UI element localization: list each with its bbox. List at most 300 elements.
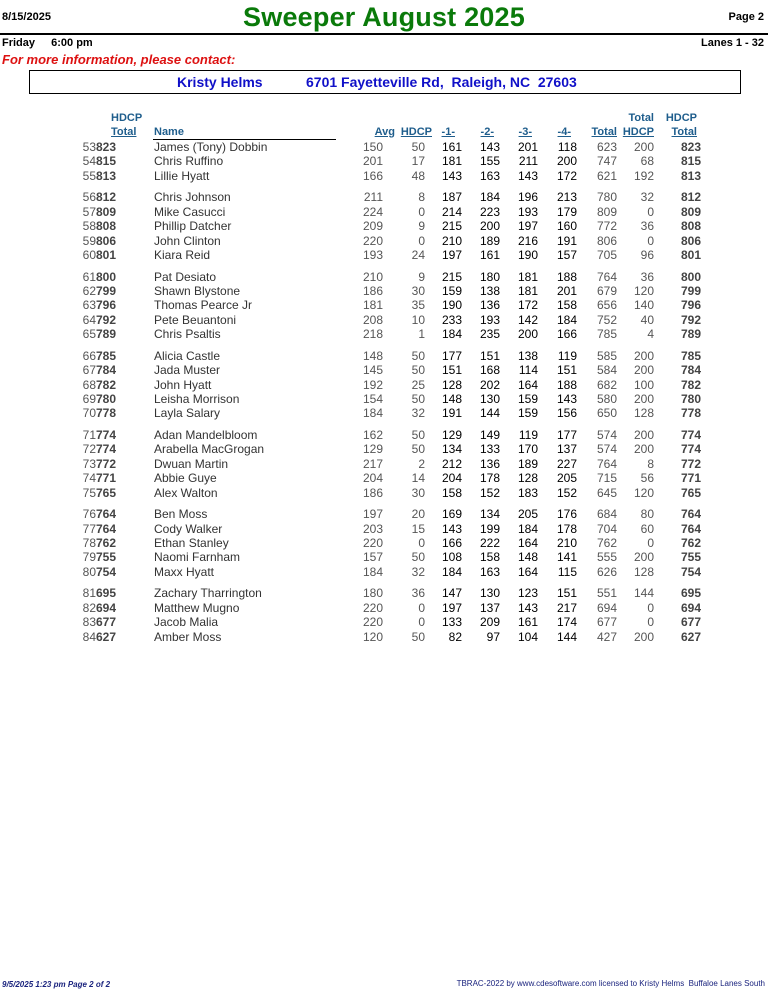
row-game-1: 134 — [441, 442, 462, 456]
session-time: 6:00 pm — [51, 37, 93, 49]
row-game-1: 166 — [441, 536, 462, 550]
row-game-1: 204 — [441, 471, 462, 485]
row-game-3: 148 — [517, 550, 538, 564]
row-game-1: 151 — [441, 363, 462, 377]
row-number: 69 — [82, 392, 96, 406]
row-game-2: 136 — [479, 298, 500, 312]
row-game-2: 137 — [479, 601, 500, 615]
row-hdcp-total-final: 792 — [680, 313, 701, 327]
row-game-3: 159 — [517, 406, 538, 420]
row-game-1: 161 — [441, 140, 462, 154]
row-total-hdcp: 128 — [633, 565, 654, 579]
bowler-name: Thomas Pearce Jr — [154, 298, 253, 312]
row-total-hdcp: 200 — [633, 550, 654, 564]
report-date: 8/15/2025 — [2, 11, 51, 23]
bowler-name: Cody Walker — [154, 522, 223, 536]
row-hdcp-total: 755 — [95, 550, 116, 564]
row-total: 764 — [596, 457, 617, 471]
table-row — [0, 190, 768, 204]
row-total-hdcp: 40 — [640, 313, 654, 327]
row-game-3: 114 — [518, 363, 538, 377]
row-hdcp-total-final: 755 — [680, 550, 701, 564]
row-game-4: 227 — [556, 457, 577, 471]
row-game-2: 209 — [479, 615, 500, 629]
row-hdcp: 30 — [411, 284, 425, 298]
row-hdcp: 30 — [411, 486, 425, 500]
row-hdcp-total: 772 — [95, 457, 116, 471]
row-number: 68 — [82, 378, 96, 392]
row-total-hdcp: 200 — [633, 392, 654, 406]
table-row — [0, 313, 768, 327]
table-row — [0, 349, 768, 363]
row-avg: 186 — [362, 284, 383, 298]
row-avg: 218 — [362, 327, 383, 341]
row-hdcp-total-final: 815 — [680, 154, 701, 168]
row-total-hdcp: 32 — [640, 190, 654, 204]
row-hdcp-total: 754 — [95, 565, 116, 579]
row-hdcp-total: 774 — [95, 442, 116, 456]
table-row — [0, 392, 768, 406]
row-game-3: 216 — [517, 234, 538, 248]
row-avg: 154 — [362, 392, 383, 406]
row-number: 78 — [82, 536, 96, 550]
row-game-3: 193 — [517, 205, 538, 219]
row-hdcp: 50 — [411, 550, 425, 564]
bowler-name: Naomi Farnham — [154, 550, 241, 564]
col-game-3: -3- — [518, 126, 532, 138]
row-hdcp: 24 — [411, 248, 425, 262]
contact-prompt: For more information, please contact: — [2, 52, 236, 67]
col-avg: Avg — [374, 126, 395, 138]
row-number: 75 — [82, 486, 96, 500]
row-avg: 148 — [362, 349, 383, 363]
row-game-4: 200 — [556, 154, 577, 168]
row-game-3: 143 — [517, 169, 538, 183]
row-avg: 180 — [362, 586, 383, 600]
row-total: 551 — [596, 586, 617, 600]
col-total-hdcp-top: Total — [628, 112, 654, 124]
table-row — [0, 428, 768, 442]
table-row — [0, 486, 768, 500]
row-game-2: 163 — [479, 169, 500, 183]
row-hdcp-total-final: 762 — [680, 536, 701, 550]
row-game-3: 104 — [517, 630, 538, 644]
row-total: 747 — [596, 154, 617, 168]
row-game-2: 178 — [479, 471, 500, 485]
row-avg: 220 — [362, 234, 383, 248]
row-hdcp-total-final: 785 — [680, 349, 701, 363]
row-hdcp: 9 — [418, 270, 425, 284]
row-game-4: 151 — [556, 586, 577, 600]
bowler-name: Arabella MacGrogan — [154, 442, 265, 456]
row-game-4: 118 — [557, 140, 577, 154]
bowler-name: Ethan Stanley — [154, 536, 229, 550]
bowler-name: Shawn Blystone — [154, 284, 241, 298]
row-hdcp-total-final: 764 — [680, 522, 701, 536]
row-hdcp: 50 — [411, 392, 425, 406]
row-hdcp-total: 765 — [95, 486, 116, 500]
row-game-4: 184 — [556, 313, 577, 327]
row-game-2: 152 — [479, 486, 500, 500]
row-game-3: 183 — [517, 486, 538, 500]
row-game-4: 201 — [556, 284, 577, 298]
row-number: 70 — [82, 406, 96, 420]
row-hdcp: 0 — [418, 615, 425, 629]
row-hdcp-total: 813 — [95, 169, 116, 183]
row-game-3: 211 — [518, 154, 538, 168]
row-game-3: 189 — [517, 457, 538, 471]
contact-address: 6701 Fayetteville Rd, Raleigh, NC 27603 — [306, 74, 577, 90]
row-hdcp: 50 — [411, 630, 425, 644]
row-number: 79 — [82, 550, 96, 564]
table-row — [0, 471, 768, 485]
row-avg: 162 — [362, 428, 383, 442]
row-hdcp-total-final: 813 — [680, 169, 701, 183]
col-hdcp-total-top: HDCP — [111, 112, 143, 124]
row-total-hdcp: 140 — [633, 298, 654, 312]
row-game-2: 143 — [479, 140, 500, 154]
row-avg: 150 — [362, 140, 383, 154]
row-game-1: 143 — [441, 522, 462, 536]
row-number: 61 — [82, 270, 96, 284]
row-game-4: 174 — [556, 615, 577, 629]
row-hdcp: 0 — [418, 205, 425, 219]
row-game-4: 179 — [556, 205, 577, 219]
row-hdcp: 8 — [418, 190, 425, 204]
row-game-2: 184 — [479, 190, 500, 204]
row-game-1: 169 — [441, 507, 462, 521]
bowler-name: Lillie Hyatt — [154, 169, 210, 183]
row-hdcp-total-final: 765 — [680, 486, 701, 500]
row-hdcp-total: 778 — [95, 406, 116, 420]
row-hdcp: 36 — [411, 586, 425, 600]
row-game-4: 115 — [557, 565, 577, 579]
footer-license: TBRAC-2022 by www.cdesoftware.com licensed to Kristy Helms Buffaloe Lanes South — [456, 979, 765, 988]
row-avg: 157 — [362, 550, 383, 564]
row-game-1: 233 — [441, 313, 462, 327]
row-number: 63 — [82, 298, 96, 312]
row-total: 704 — [596, 522, 617, 536]
row-hdcp-total: 782 — [95, 378, 116, 392]
row-total: 645 — [596, 486, 617, 500]
bowler-name: Dwuan Martin — [154, 457, 229, 471]
row-game-2: 189 — [479, 234, 500, 248]
row-number: 65 — [82, 327, 96, 341]
table-row — [0, 205, 768, 219]
row-avg: 204 — [362, 471, 383, 485]
row-game-3: 164 — [517, 536, 538, 550]
row-game-3: 143 — [517, 601, 538, 615]
row-game-1: 190 — [441, 298, 462, 312]
row-hdcp-total: 771 — [95, 471, 116, 485]
row-total-hdcp: 4 — [647, 327, 654, 341]
row-total-hdcp: 200 — [633, 363, 654, 377]
row-avg: 224 — [362, 205, 383, 219]
row-hdcp-total-final: 808 — [680, 219, 701, 233]
row-number: 81 — [82, 586, 96, 600]
row-hdcp-total-final: 754 — [680, 565, 701, 579]
row-avg: 186 — [362, 486, 383, 500]
row-number: 76 — [82, 507, 96, 521]
row-total: 772 — [596, 219, 617, 233]
row-game-3: 197 — [517, 219, 538, 233]
row-game-1: 215 — [441, 219, 462, 233]
row-hdcp-total-final: 800 — [680, 270, 701, 284]
row-hdcp-total: 627 — [95, 630, 116, 644]
row-avg: 201 — [362, 154, 383, 168]
row-total-hdcp: 200 — [633, 140, 654, 154]
col-game-2: -2- — [480, 126, 494, 138]
row-total: 806 — [596, 234, 617, 248]
row-game-3: 200 — [517, 327, 538, 341]
row-total-hdcp: 200 — [633, 349, 654, 363]
col-total-hdcp-bottom: HDCP — [622, 126, 654, 138]
row-game-3: 170 — [517, 442, 538, 456]
row-game-4: 160 — [556, 219, 577, 233]
page-number: Page 2 — [728, 11, 764, 23]
row-avg: 129 — [362, 442, 383, 456]
row-game-1: 82 — [448, 630, 462, 644]
row-total-hdcp: 120 — [633, 486, 654, 500]
row-hdcp-total: 815 — [95, 154, 116, 168]
row-number: 53 — [82, 140, 96, 154]
row-game-3: 205 — [517, 507, 538, 521]
row-avg: 220 — [362, 615, 383, 629]
row-number: 83 — [82, 615, 96, 629]
row-number: 57 — [82, 205, 96, 219]
row-game-4: 143 — [556, 392, 577, 406]
row-hdcp-total-final: 677 — [680, 615, 701, 629]
row-avg: 192 — [362, 378, 383, 392]
col-name: Name — [154, 126, 184, 138]
row-total: 682 — [596, 378, 617, 392]
row-total-hdcp: 0 — [647, 615, 654, 629]
row-hdcp-total: 789 — [95, 327, 116, 341]
row-number: 60 — [82, 248, 96, 262]
row-game-2: 235 — [479, 327, 500, 341]
row-total-hdcp: 8 — [647, 457, 654, 471]
row-game-4: 158 — [556, 298, 577, 312]
row-game-4: 172 — [556, 169, 577, 183]
header-divider — [0, 33, 768, 35]
row-avg: 220 — [362, 601, 383, 615]
bowler-name: James (Tony) Dobbin — [154, 140, 268, 154]
row-total: 574 — [596, 442, 617, 456]
row-hdcp-total-final: 799 — [680, 284, 701, 298]
col-game-1: -1- — [441, 126, 455, 138]
row-hdcp-total-final: 695 — [680, 586, 701, 600]
row-avg: 209 — [362, 219, 383, 233]
row-game-1: 159 — [441, 284, 462, 298]
row-hdcp: 50 — [411, 363, 425, 377]
table-row — [0, 442, 768, 456]
row-game-1: 181 — [441, 154, 462, 168]
bowler-name: John Hyatt — [154, 378, 212, 392]
row-hdcp-total: 809 — [95, 205, 116, 219]
row-hdcp-total-final: 796 — [680, 298, 701, 312]
row-hdcp-total-final: 780 — [680, 392, 701, 406]
row-game-4: 151 — [556, 363, 577, 377]
row-hdcp: 10 — [411, 313, 425, 327]
row-total-hdcp: 0 — [647, 536, 654, 550]
row-total: 585 — [596, 349, 617, 363]
row-hdcp-total-final: 801 — [680, 248, 701, 262]
row-number: 74 — [82, 471, 96, 485]
row-avg: 208 — [362, 313, 383, 327]
row-game-1: 108 — [441, 550, 462, 564]
row-game-1: 184 — [441, 327, 462, 341]
row-game-2: 149 — [479, 428, 500, 442]
row-game-1: 212 — [441, 457, 462, 471]
row-total: 762 — [596, 536, 617, 550]
table-row — [0, 140, 768, 154]
bowler-name: John Clinton — [154, 234, 221, 248]
row-number: 71 — [82, 428, 96, 442]
row-number: 59 — [82, 234, 96, 248]
col-hdcp-total2-bottom: Total — [671, 126, 697, 138]
row-game-4: 217 — [556, 601, 577, 615]
row-game-2: 97 — [486, 630, 500, 644]
row-game-3: 142 — [517, 313, 538, 327]
row-game-3: 123 — [517, 586, 538, 600]
row-game-2: 223 — [479, 205, 500, 219]
table-row — [0, 248, 768, 262]
row-hdcp: 2 — [418, 457, 425, 471]
row-hdcp: 50 — [411, 349, 425, 363]
row-total: 752 — [596, 313, 617, 327]
row-game-3: 190 — [517, 248, 538, 262]
row-game-1: 133 — [441, 615, 462, 629]
bowler-name: Alicia Castle — [154, 349, 221, 363]
bowler-name: Maxx Hyatt — [154, 565, 215, 579]
row-total-hdcp: 36 — [640, 270, 654, 284]
row-hdcp: 48 — [411, 169, 425, 183]
row-number: 54 — [82, 154, 96, 168]
row-game-1: 214 — [441, 205, 462, 219]
bowler-name: Mike Casucci — [154, 205, 226, 219]
row-game-3: 164 — [517, 378, 538, 392]
row-number: 62 — [82, 284, 96, 298]
row-game-1: 191 — [441, 406, 462, 420]
row-game-4: 157 — [556, 248, 577, 262]
row-hdcp-total-final: 772 — [680, 457, 701, 471]
row-game-4: 156 — [556, 406, 577, 420]
row-hdcp: 0 — [418, 234, 425, 248]
row-total: 623 — [596, 140, 617, 154]
row-game-2: 136 — [479, 457, 500, 471]
row-game-3: 181 — [517, 270, 538, 284]
row-total-hdcp: 120 — [633, 284, 654, 298]
row-game-2: 202 — [479, 378, 500, 392]
row-hdcp: 35 — [411, 298, 425, 312]
row-game-3: 172 — [517, 298, 538, 312]
row-total-hdcp: 200 — [633, 428, 654, 442]
row-total-hdcp: 96 — [640, 248, 654, 262]
row-game-2: 130 — [479, 586, 500, 600]
row-game-2: 158 — [479, 550, 500, 564]
row-game-4: 137 — [556, 442, 577, 456]
row-game-4: 191 — [556, 234, 577, 248]
row-total: 621 — [596, 169, 617, 183]
row-hdcp: 50 — [411, 140, 425, 154]
row-hdcp-total: 812 — [95, 190, 116, 204]
row-hdcp: 17 — [411, 154, 425, 168]
bowler-name: Pete Beuantoni — [154, 313, 237, 327]
row-game-2: 155 — [479, 154, 500, 168]
row-hdcp-total: 762 — [95, 536, 116, 550]
row-game-2: 151 — [479, 349, 500, 363]
row-hdcp-total: 774 — [95, 428, 116, 442]
table-row — [0, 219, 768, 233]
row-hdcp: 50 — [411, 442, 425, 456]
row-game-3: 181 — [517, 284, 538, 298]
row-game-3: 138 — [517, 349, 538, 363]
row-number: 56 — [82, 190, 96, 204]
lanes-range: Lanes 1 - 32 — [701, 37, 764, 49]
row-game-2: 144 — [479, 406, 500, 420]
row-number: 84 — [82, 630, 96, 644]
row-game-4: 177 — [556, 428, 577, 442]
row-number: 66 — [82, 349, 96, 363]
table-row — [0, 284, 768, 298]
row-total: 705 — [596, 248, 617, 262]
row-total-hdcp: 80 — [640, 507, 654, 521]
row-total-hdcp: 144 — [633, 586, 654, 600]
row-game-2: 168 — [479, 363, 500, 377]
row-total: 650 — [596, 406, 617, 420]
row-hdcp-total-final: 627 — [680, 630, 701, 644]
row-total-hdcp: 0 — [647, 601, 654, 615]
row-game-1: 197 — [441, 248, 462, 262]
table-row — [0, 522, 768, 536]
row-game-1: 148 — [441, 392, 462, 406]
table-row — [0, 234, 768, 248]
bowler-name: Chris Ruffino — [154, 154, 224, 168]
report-title: Sweeper August 2025 — [243, 2, 525, 32]
row-avg: 203 — [362, 522, 383, 536]
row-hdcp-total-final: 823 — [680, 140, 701, 154]
row-game-4: 205 — [556, 471, 577, 485]
row-game-3: 184 — [517, 522, 538, 536]
row-hdcp-total: 677 — [95, 615, 116, 629]
row-total-hdcp: 0 — [647, 205, 654, 219]
row-game-4: 166 — [556, 327, 577, 341]
row-hdcp-total-final: 694 — [680, 601, 701, 615]
col-hdcp-total-bottom: Total — [111, 126, 137, 138]
table-row — [0, 550, 768, 564]
bowler-name: Pat Desiato — [154, 270, 217, 284]
row-game-2: 200 — [479, 219, 500, 233]
bowler-name: Alex Walton — [154, 486, 218, 500]
row-avg: 211 — [363, 190, 383, 204]
row-hdcp-total-final: 774 — [680, 428, 701, 442]
row-hdcp-total: 764 — [95, 522, 116, 536]
row-hdcp-total-final: 809 — [680, 205, 701, 219]
row-total: 764 — [596, 270, 617, 284]
row-avg: 145 — [362, 363, 383, 377]
row-total: 427 — [596, 630, 617, 644]
row-total-hdcp: 56 — [640, 471, 654, 485]
row-total: 780 — [596, 190, 617, 204]
col-hdcp: HDCP — [400, 126, 432, 138]
row-game-1: 210 — [441, 234, 462, 248]
row-game-2: 193 — [479, 313, 500, 327]
row-avg: 184 — [362, 406, 383, 420]
row-hdcp-total: 800 — [95, 270, 116, 284]
row-avg: 120 — [362, 630, 383, 644]
row-game-4: 188 — [556, 270, 577, 284]
row-game-1: 177 — [441, 349, 462, 363]
